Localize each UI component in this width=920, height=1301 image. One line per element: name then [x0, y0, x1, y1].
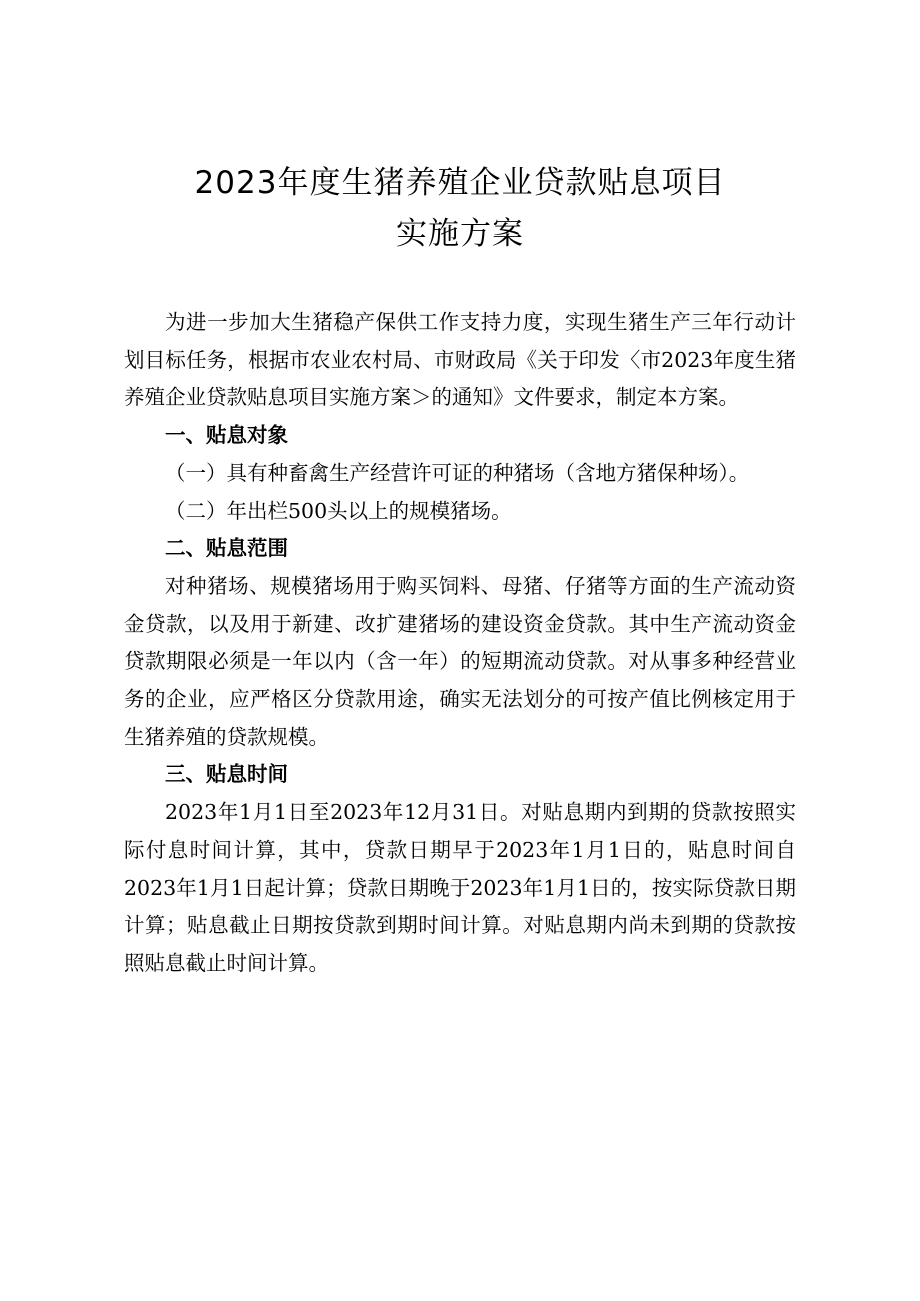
section-heading-subsidy-period: 三、贴息时间: [165, 762, 288, 787]
subsidy-scope-paragraph: 对种猪场、规模猪场用于购买饲料、母猪、仔猪等方面的生产流动资金贷款，以及用于新建、改扩建猪场的建设资金贷款。其中生产流动资金贷款期限必须是一年以内（含一年）的短期流动贷款。对从事多种经营业务的企业，应严格区分贷款用途，确实无法划分的可按产值比例核定用于生猪养殖的贷款规模。: [124, 573, 796, 749]
subsidy-target-item-1: （一）具有种畜禽生产经营许可证的种猪场（含地方猪保种场）。: [165, 460, 750, 485]
section-heading-subsidy-targets: 一、贴息对象: [165, 423, 288, 448]
document-title-line-1: 2023年度生猪养殖企业贷款贴息项目: [194, 165, 726, 201]
subsidy-target-item-2: （二）年出栏500头以上的规模猪场。: [165, 498, 512, 523]
section-heading-subsidy-scope: 二、贴息范围: [165, 536, 288, 561]
intro-paragraph: 为进一步加大生猪稳产保供工作支持力度，实现生猪生产三年行动计划目标任务，根据市农业农村局、市财政局《关于印发〈市2023年度生猪养殖企业贷款贴息项目实施方案＞的通知》文件要求，制定本方案。: [124, 310, 796, 410]
subsidy-period-paragraph: 2023年1月1日至2023年12月31日。对贴息期内到期的贷款按照实际付息时间计算，其中，贷款日期早于2023年1月1日的，贴息时间自2023年1月1日起计算；贷款日期晚于2023年1月1日的，按实际贷款日期计算；贴息截止日期按贷款到期时间计算。对贴息期内尚未到期的贷款按照贴息截止时间计算。: [124, 800, 796, 975]
document-body: [124, 304, 796, 983]
document-title-line-2: 实施方案: [396, 216, 524, 252]
